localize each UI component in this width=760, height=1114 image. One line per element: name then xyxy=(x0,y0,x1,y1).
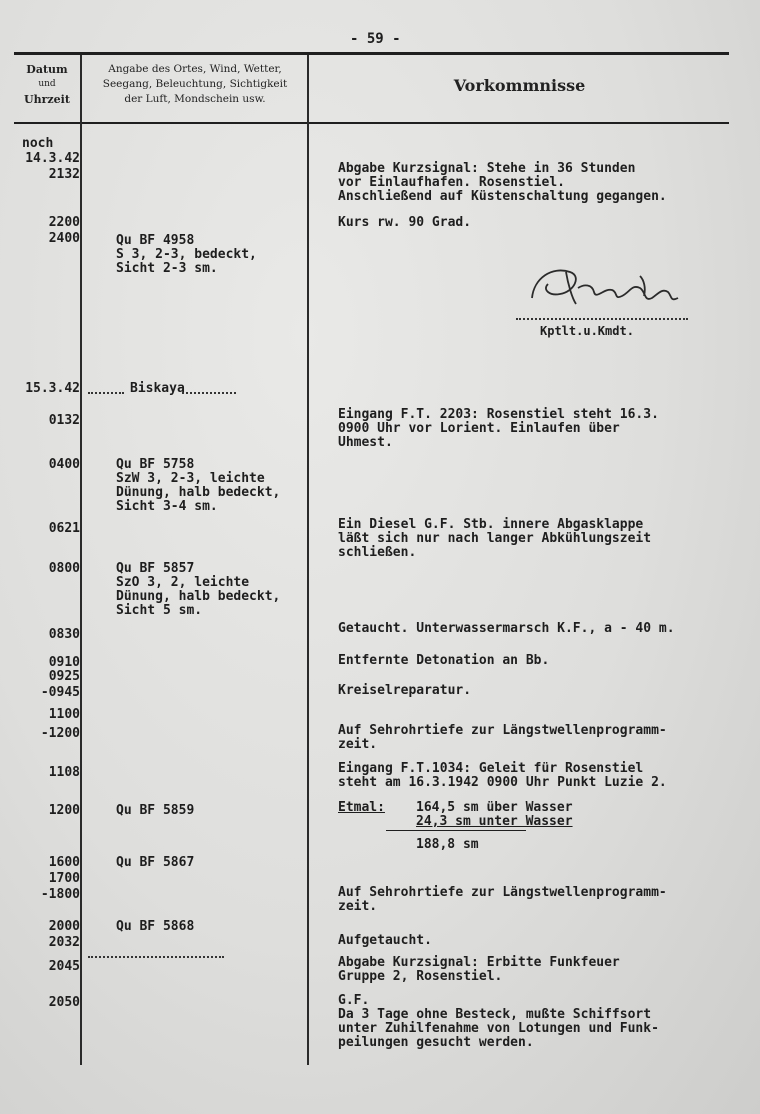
time-date-14-3: 14.3.42 xyxy=(25,151,80,166)
time-1200: 1200 xyxy=(48,803,80,818)
time-0400: 0400 xyxy=(48,457,80,472)
time-2045: 2045 xyxy=(48,959,80,974)
page-number: - 59 - xyxy=(350,31,401,47)
event-2000: Aufgetaucht. xyxy=(338,933,432,948)
time-date-15-3: 15.3.42 xyxy=(25,381,80,396)
location-1200: Qu BF 5859 xyxy=(116,803,195,818)
signature-dotted-line xyxy=(516,318,688,320)
header-col2-line1: Angabe des Ortes, Wind, Wetter, xyxy=(108,63,282,75)
etmal-sum-rule xyxy=(386,830,526,831)
time-1600: 1600 xyxy=(48,855,80,870)
time-0945: -0945 xyxy=(40,685,80,700)
event-1700: Auf Sehrohrtiefe zur Längstwellenprogramm- zeit. xyxy=(338,885,667,914)
header-col1-line2: und xyxy=(38,79,56,89)
header-datum-uhrzeit xyxy=(14,62,80,107)
column-divider-2 xyxy=(307,55,309,1065)
etmal-line2: 24,3 sm unter Wasser xyxy=(416,814,573,829)
event-0925: Kreiselreparatur. xyxy=(338,683,472,698)
biskaya-leader-dots xyxy=(88,392,124,394)
location-0400: Qu BF 5758 SzW 3, 2-3, leichte Dünung, halb bedeckt, Sicht 3-4 sm. xyxy=(116,457,281,514)
time-1200a: -1200 xyxy=(40,726,80,741)
event-1100: Auf Sehrohrtiefe zur Längstwellenprogramm- zeit. xyxy=(338,723,667,752)
location-biskaya: Biskaya xyxy=(130,381,185,396)
event-2050: G.F. Da 3 Tage ohne Besteck, mußte Schiffsort unter Zuhilfenahme von Lotungen und Funk- peilungen gesucht werden. xyxy=(338,993,659,1050)
2032-leader-dots xyxy=(88,956,224,958)
time-0132: 0132 xyxy=(48,413,80,428)
event-0830: Getaucht. Unterwassermarsch K.F., a - 40 m. xyxy=(338,621,675,636)
time-2400: 2400 xyxy=(48,231,80,246)
time-2132: 2132 xyxy=(48,167,80,182)
signature-rank: Kptlt.u.Kmdt. xyxy=(540,324,634,338)
biskaya-trail-dots xyxy=(182,392,236,394)
time-0910: 0910 xyxy=(48,655,80,670)
location-0800: Qu BF 5857 SzO 3, 2, leichte Dünung, halb bedeckt, Sicht 5 sm. xyxy=(116,561,281,618)
time-noch: noch xyxy=(22,136,54,151)
time-1108: 1108 xyxy=(48,765,80,780)
event-2132: Abgabe Kurzsignal: Stehe in 36 Stunden vor Einlaufhafen. Rosenstiel. Anschließend auf Küstenschaltung gegangen. xyxy=(338,161,667,204)
event-2045: Abgabe Kurzsignal: Erbitte Funkfeuer Gruppe 2, Rosenstiel. xyxy=(338,955,620,984)
event-2200: Kurs rw. 90 Grad. xyxy=(338,215,472,230)
commander-signature xyxy=(522,258,697,320)
location-1600: Qu BF 5867 xyxy=(116,855,195,870)
event-1108: Eingang F.T.1034: Geleit für Rosenstiel steht am 16.3.1942 0900 Uhr Punkt Luzie 2. xyxy=(338,761,667,790)
time-2000: 2000 xyxy=(48,919,80,934)
header-col2-line3: der Luft, Mondschein usw. xyxy=(124,93,266,105)
header-col1-line1: Datum xyxy=(26,63,68,76)
header-top-rule xyxy=(14,52,729,55)
event-0132: Eingang F.T. 2203: Rosenstiel steht 16.3. 0900 Uhr vor Lorient. Einlaufen über Uhmest. xyxy=(338,407,659,450)
location-2000: Qu BF 5868 xyxy=(116,919,195,934)
time-2200: 2200 xyxy=(48,215,80,230)
time-1100: 1100 xyxy=(48,707,80,722)
header-col1-line3: Uhrzeit xyxy=(24,93,70,106)
header-vorkommnisse: Vorkommnisse xyxy=(453,76,586,95)
time-0925: 0925 xyxy=(48,669,80,684)
event-0910: Entfernte Detonation an Bb. xyxy=(338,653,550,668)
location-2400: Qu BF 4958 S 3, 2-3, bedeckt, Sicht 2-3 sm. xyxy=(116,233,257,276)
time-2032: 2032 xyxy=(48,935,80,950)
header-col2-line2: Seegang, Beleuchtung, Sichtigkeit xyxy=(102,78,288,90)
time-0621: 0621 xyxy=(48,521,80,536)
time-0800: 0800 xyxy=(48,561,80,576)
etmal-line1: 164,5 sm über Wasser xyxy=(416,800,573,815)
time-1800: -1800 xyxy=(40,887,80,902)
time-1700: 1700 xyxy=(48,871,80,886)
header-ort-wetter xyxy=(84,62,306,107)
etmal-total: 188,8 sm xyxy=(416,837,479,852)
time-0830: 0830 xyxy=(48,627,80,642)
column-divider-1 xyxy=(80,55,82,1065)
event-0621: Ein Diesel G.F. Stb. innere Abgasklappe läßt sich nur nach langer Abkühlungszeit schließen. xyxy=(338,517,652,560)
time-2050: 2050 xyxy=(48,995,80,1010)
header-bottom-rule xyxy=(14,122,729,124)
etmal-label: Etmal: xyxy=(338,800,385,815)
